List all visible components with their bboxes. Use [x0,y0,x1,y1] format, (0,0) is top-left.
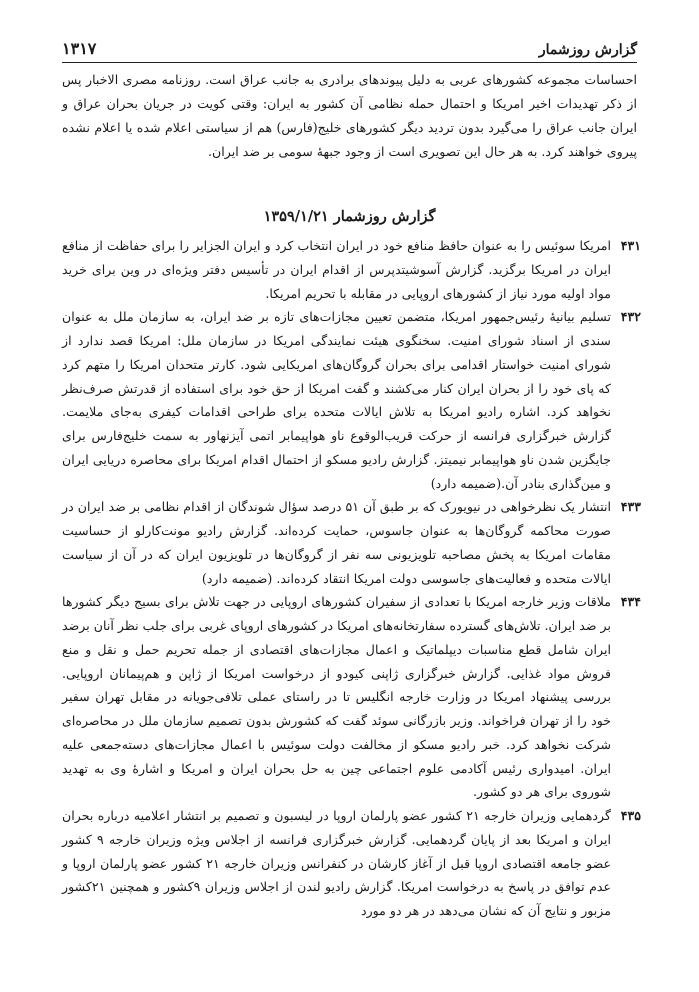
entry-434 [62,590,641,804]
entry-text: امریکا سوئیس را به عنوان حافظ منافع خود در ایران انتخاب کرد و ایران الجزایر را برای حفاظت از منافع ایران در امریکا برگزید. گزارش آسوشیتدپرس از اقدام ایران در تأسیس دفتر ویژه‌ای در وین برای خرید مواد اولیه مورد نیاز از کشورهای اروپایی در مقابله با تحریم امریکا. [62,238,611,301]
entry-433 [62,495,641,590]
entry-text: انتشار یک نظرخواهی در نیویورک که بر طبق آن ۵۱ درصد سؤال شوندگان از اقدام نظامی بر ضد ایران در صورت محاکمه گروگان‌ها به عنوان جاسوس، حمایت کرده‌اند. گزارش رادیو مونت‌کارلو از حساسیت مقامات امریکا به پخش مصاحبه تلویزیونی سه نفر از گروگان‌ها در تلویزیون ایران که در آن از سیاست ایالات متحده و فعالیت‌های جاسوسی دولت امریکا انتقاد کرده‌اند. (ضمیمه دارد) [62,499,612,586]
entry-number: ۴۳۵ [620,808,641,823]
entry-431 [62,234,641,305]
page-header [62,22,637,63]
entry-number: ۴۳۱ [620,238,641,253]
entry-text: گردهمایی وزیران خارجه ۲۱ کشور عضو پارلمان اروپا در لیسبون و تصمیم بر انتشار اعلامیه درباره بحران ایران و امریکا بعد از پایان گردهمایی. گزارش خبرگزاری فرانسه از اجلاس ویژه وزیران خارجه ۹ کشور عضو جامعه اقتصادی اروپا قبل از آغاز کارشان در کنفرانس وزیران خارجه ۲۱ کشور عضو پارلمان اروپا و عدم توافق در پاسخ به درخواست امریکا. گزارش رادیو لندن از اجلاس وزیران ۹کشور و همچنین ۲۱کشور مزبور و نتایج آن که نشان می‌دهد در هر دو مورد [62,808,612,918]
page-number: ۱۳۱۷ [62,39,97,58]
entry-number: ۴۳۳ [620,499,641,515]
entry-text: تسلیم بیانیهٔ رئیس‌جمهور امریکا، متضمن تعیین مجازات‌های تازه بر ضد ایران، به سازمان ملل به عنوان سندی از اسناد شورای امنیت. سخنگوی هیئت نمایندگی امریکا در سازمان ملل: امریکا قصد ندارد از شورای امنیت خواستار اقدامی برای بحران گروگان‌های امریکایی شود. کارتر متحدان امریکا را متهم کرد که پای خود را از بحران ایران کنار می‌کشند و گفت امریکا از حق خود برای استفاده از قدرتش صرف‌نظر نخواهد کرد. اشاره رادیو امریکا به تلاش ایالات متحده برای طراحی اقدامات کیفری به‌جای ملایمت. گزارش خبرگزاری فرانسه از حرکت قریب‌الوقوع ناو هواپیمابر اتمی آیزنهاور به سمت خلیج‌فارس برای جایگزین شدن ناو هواپیمابر نیمیتز. گزارش رادیو مسکو از احتمال اقدام امریکا برای محاصره دریایی ایران و مین‌گذاری بنادر آن.(ضمیمه دارد) [62,309,612,491]
running-title: گزارش روزشمار [538,42,637,58]
entry-text: ملاقات وزیر خارجه امریکا با تعدادی از سفیران کشورهای اروپایی در جهت تلاش برای بسیج دیگر کشورها بر ضد ایران. تلاش‌های گسترده سفارتخانه‌های امریکا در کشورهای اروپای غربی برای جلب نظر آنان برضد ایران شامل قطع مناسبات دیپلماتیک و اعمال مجازات‌های اقتصادی از جمله تحریم حمل و نقل و منع فروش مواد غذایی. گزارش خبرگزاری ژاپنی کیودو از درخواست امریکا از ژاپن و هم‌پیمانان اروپایی. بررسی پیشنهاد امریکا در وزارت خارجه انگلیس تا در راستای عملی تلافی‌جویانه در مقابل تهران سفیر خود را از تهران فراخواند. وزیر بازرگانی سوئد گفت که کشورش بدون تصمیم سازمان ملل در محاصره‌ای شرکت نخواهد کرد. خبر رادیو مسکو از مخالفت دولت سوئیس با اعمال مجازات‌های دسته‌جمعی علیه ایران. امیدواری رئیس آکادمی علوم اجتماعی چین به حل بحران ایران و امریکا و اشارهٔ وی به تهدید شوروی برای هر دو کشور. [62,594,611,800]
entry-432 [62,305,641,495]
entries-list [62,234,641,923]
section-heading: گزارش روزشمار ۱۳۵۹/۱/۲۱ [263,208,436,225]
entry-number: ۴۳۲ [620,309,641,325]
intro-paragraph: احساسات مجموعه کشورهای عربی به دلیل پیوندهای برادری به جانب عراق است. روزنامه مصری الاخبار پس از ذکر تهدیدات اخیر امریکا و احتمال حمله نظامی آن کشور به ایران: وقتی کویت در جریان بحران عراق و ایران جانب عراق را می‌گیرد بدون تردید دیگر کشورهای خلیج(فارس) هم از سیاستی اعلام شده یا اعلام نشده پیروی خواهند کرد. به هر حال این تصویری است از وجود جبههٔ سومی بر ضد ایران. [62,72,637,159]
entry-number: ۴۳۴ [620,594,641,610]
entry-435 [62,804,641,923]
